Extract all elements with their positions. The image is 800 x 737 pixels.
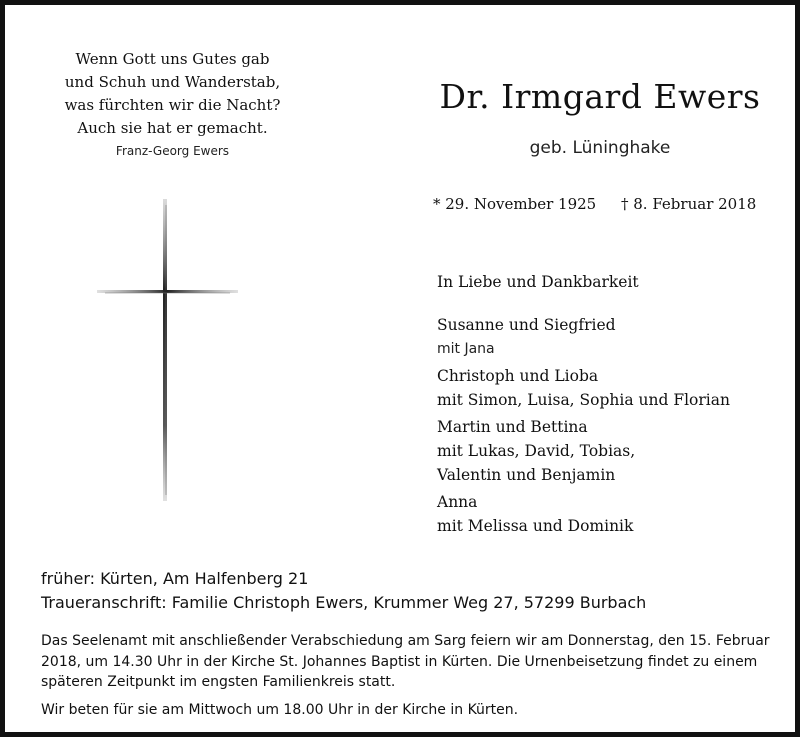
mourner-group [437, 415, 787, 487]
mourners [437, 270, 787, 541]
birth-date: * 29. November 1925 [433, 195, 597, 213]
death-date: † 8. Februar 2018 [621, 195, 757, 213]
mourner-names: Martin und Bettina [437, 418, 588, 436]
poem-line: und Schuh und Wanderstab, [64, 73, 281, 91]
mourner-children: mit Lukas, David, Tobias, [437, 442, 636, 460]
service-text: Das Seelenamt mit anschließender Verabschiedung am Sarg feiern wir am Donnerstag, den 15. Februar 2018, um 14.30 Uhr in der Kirche St. Johannes Baptist in Kürten. Die Urnenbeisetzung findet zu einem späteren Zeitpunkt im engsten Familienkreis statt. [41, 633, 770, 690]
mourners-intro: In Liebe und Dankbarkeit [437, 273, 639, 291]
mourner-group [437, 364, 787, 412]
birth-name: geb. Lüninghake [529, 138, 671, 158]
poem-line: Wenn Gott uns Gutes gab [75, 50, 270, 68]
former-address: früher: Kürten, Am Halfenberg 21 [41, 569, 309, 588]
poem-line: was fürchten wir die Nacht? [64, 96, 281, 114]
mourner-group [437, 313, 787, 361]
mourner-children: Valentin und Benjamin [437, 466, 616, 484]
mourner-children: mit Melissa und Dominik [437, 517, 634, 535]
mourner-names: Susanne und Siegfried [437, 316, 616, 334]
mourner-names: Anna [437, 493, 478, 511]
poem-author: Franz-Georg Ewers [115, 144, 230, 158]
mourner-children: mit Simon, Luisa, Sophia und Florian [437, 391, 730, 409]
mourner-names: Christoph und Lioba [437, 367, 599, 385]
cross-icon [95, 197, 240, 502]
prayer-text: Wir beten für sie am Mittwoch um 18.00 Uhr in der Kirche in Kürten. [41, 701, 519, 718]
poem [45, 48, 300, 140]
life-dates [433, 195, 773, 213]
mourner-children: mit Jana [437, 341, 495, 357]
address-block [41, 567, 781, 615]
service-notice [41, 631, 781, 720]
mourner-group [437, 490, 787, 538]
deceased-name: Dr. Irmgard Ewers [439, 77, 761, 116]
poem-line: Auch sie hat er gemacht. [77, 119, 268, 137]
mourning-address: Traueranschrift: Familie Christoph Ewers, Krummer Weg 27, 57299 Burbach [41, 593, 647, 612]
